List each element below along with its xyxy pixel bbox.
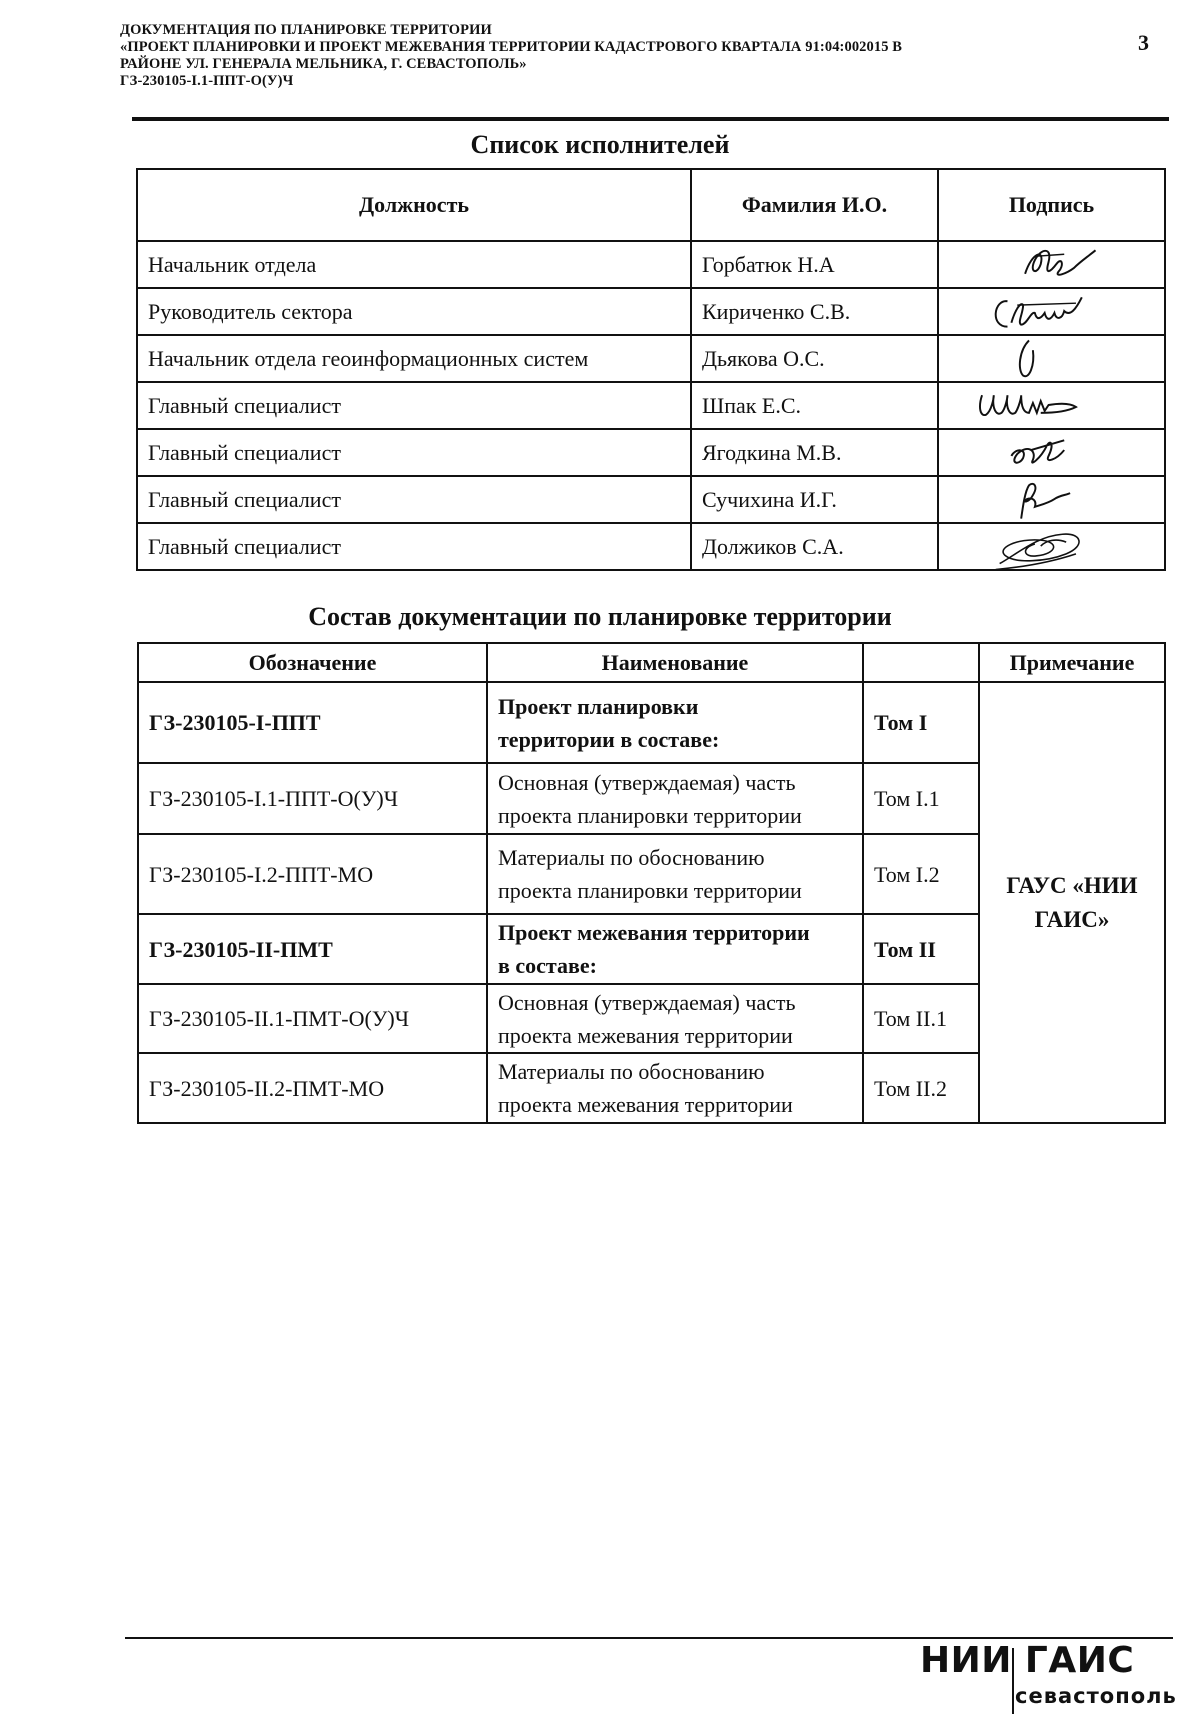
position-cell: Руководитель сектора xyxy=(137,288,691,335)
name-line: Проект планировки xyxy=(498,693,699,719)
signature-cell xyxy=(938,241,1165,288)
table-row xyxy=(137,429,1165,476)
signature-image xyxy=(939,430,1164,475)
position-cell: Начальник отдела xyxy=(137,241,691,288)
name-cell: Горбатюк Н.А xyxy=(691,241,938,288)
volume-cell: Том I xyxy=(863,682,979,763)
name-line: проекта межевания территории xyxy=(498,1092,793,1117)
footer-divider xyxy=(125,1637,1173,1639)
table-header-row xyxy=(138,643,1165,682)
signature-cell xyxy=(938,382,1165,429)
signature-image xyxy=(939,524,1164,569)
name-line: Проект межевания территории xyxy=(498,920,810,945)
volume-cell: Том II xyxy=(863,914,979,984)
name-cell xyxy=(487,834,863,914)
code-cell: ГЗ-230105-I-ППТ xyxy=(138,682,487,763)
name-cell: Кириченко С.В. xyxy=(691,288,938,335)
signature-image xyxy=(939,336,1164,381)
signature-cell xyxy=(938,523,1165,570)
note-cell xyxy=(979,682,1165,1123)
table-row xyxy=(138,682,1165,763)
name-line: проекта планировки территории xyxy=(498,802,802,828)
name-cell: Сучихина И.Г. xyxy=(691,476,938,523)
name-cell xyxy=(487,984,863,1053)
name-cell xyxy=(487,682,863,763)
signature-image xyxy=(939,383,1164,428)
header-line: РАЙОНЕ УЛ. ГЕНЕРАЛА МЕЛЬНИКА, Г. СЕВАСТОПОЛЬ» xyxy=(120,56,527,72)
organization-logo xyxy=(920,1640,1175,1720)
signature-cell xyxy=(938,288,1165,335)
signature-cell xyxy=(938,335,1165,382)
column-header-note: Примечание xyxy=(979,643,1165,682)
name-line: Материалы по обоснованию xyxy=(498,1059,765,1084)
note-line: ГАИС» xyxy=(1034,906,1110,932)
name-cell: Должиков С.А. xyxy=(691,523,938,570)
column-header-position: Должность xyxy=(137,169,691,241)
name-line: проекта планировки территории xyxy=(498,878,802,903)
document-header xyxy=(120,22,1060,90)
signature-cell xyxy=(938,476,1165,523)
signature-cell xyxy=(938,429,1165,476)
column-header-signature: Подпись xyxy=(938,169,1165,241)
name-cell xyxy=(487,914,863,984)
code-cell: ГЗ-230105-II.2-ПМТ-МО xyxy=(138,1053,487,1123)
table-row xyxy=(137,523,1165,570)
volume-cell: Том II.1 xyxy=(863,984,979,1053)
signature-image xyxy=(939,289,1164,334)
logo-sub-text: севастополь xyxy=(1015,1684,1177,1708)
table-row xyxy=(137,335,1165,382)
signature-image xyxy=(939,242,1164,287)
name-cell: Дьякова О.С. xyxy=(691,335,938,382)
name-cell: Шпак Е.С. xyxy=(691,382,938,429)
name-line: Материалы по обоснованию xyxy=(498,845,765,870)
name-line: Основная (утверждаемая) часть xyxy=(498,769,796,795)
code-cell: ГЗ-230105-I.2-ППТ-МО xyxy=(138,834,487,914)
name-cell: Ягодкина М.В. xyxy=(691,429,938,476)
position-cell: Начальник отдела геоинформационных систем xyxy=(137,335,691,382)
volume-cell: Том II.2 xyxy=(863,1053,979,1123)
documentation-table xyxy=(137,642,1166,1124)
documentation-title: Состав документации по планировке территории xyxy=(308,602,892,631)
table-row xyxy=(137,382,1165,429)
executors-title: Список исполнителей xyxy=(470,130,730,159)
volume-cell: Том I.1 xyxy=(863,763,979,834)
name-cell xyxy=(487,763,863,834)
name-line: в составе: xyxy=(498,953,597,978)
page-number: 3 xyxy=(1138,30,1149,55)
table-row xyxy=(137,241,1165,288)
position-cell: Главный специалист xyxy=(137,429,691,476)
executors-table xyxy=(136,168,1166,571)
header-divider xyxy=(132,117,1169,121)
column-header-name: Наименование xyxy=(487,643,863,682)
table-row xyxy=(137,288,1165,335)
position-cell: Главный специалист xyxy=(137,476,691,523)
signature-image xyxy=(939,477,1164,522)
volume-cell: Том I.2 xyxy=(863,834,979,914)
header-line: ДОКУМЕНТАЦИЯ ПО ПЛАНИРОВКЕ ТЕРРИТОРИИ xyxy=(120,22,492,38)
table-header-row xyxy=(137,169,1165,241)
column-header-name: Фамилия И.О. xyxy=(691,169,938,241)
column-header-volume xyxy=(863,643,979,682)
column-header-code: Обозначение xyxy=(138,643,487,682)
position-cell: Главный специалист xyxy=(137,523,691,570)
code-cell: ГЗ-230105-II.1-ПМТ-О(У)Ч xyxy=(138,984,487,1053)
header-doc-code: ГЗ-230105-I.1-ППТ-О(У)Ч xyxy=(120,73,294,89)
code-cell: ГЗ-230105-I.1-ППТ-О(У)Ч xyxy=(138,763,487,834)
logo-main-text: НИИ ГАИС xyxy=(920,1640,1135,1681)
note-line: ГАУС «НИИ xyxy=(1006,872,1138,898)
header-line: «ПРОЕКТ ПЛАНИРОВКИ И ПРОЕКТ МЕЖЕВАНИЯ ТЕРРИТОРИИ КАДАСТРОВОГО КВАРТАЛА 91:04:002015 В xyxy=(120,39,903,55)
table-row xyxy=(137,476,1165,523)
name-line: территории в составе: xyxy=(498,726,720,752)
name-cell xyxy=(487,1053,863,1123)
position-cell: Главный специалист xyxy=(137,382,691,429)
name-line: проекта межевания территории xyxy=(498,1022,793,1048)
code-cell: ГЗ-230105-II-ПМТ xyxy=(138,914,487,984)
name-line: Основная (утверждаемая) часть xyxy=(498,989,796,1015)
